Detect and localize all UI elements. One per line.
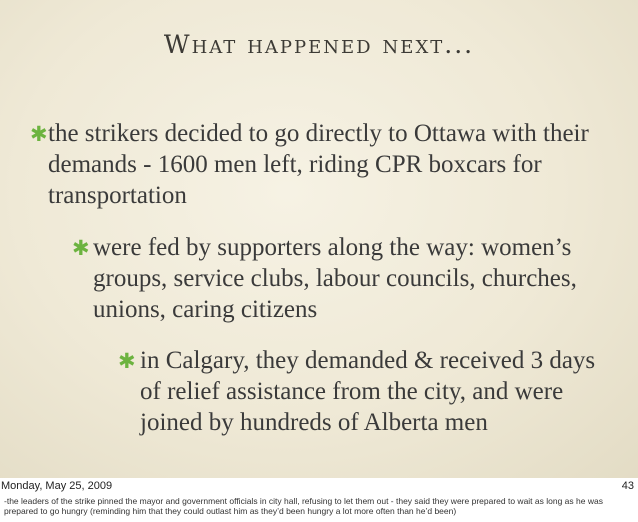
slide-date: Monday, May 25, 2009 xyxy=(1,480,113,492)
bullet-level-3: in Calgary, they demanded & received 3 days of relief assistance from the city, and were joined by hundreds of Alberta men xyxy=(140,347,596,436)
bullet-star-icon: ✱ xyxy=(30,122,48,146)
bullet-star-icon: ✱ xyxy=(72,236,90,260)
bullet-level-2: were fed by supporters along the way: women’s groups, service clubs, labour councils, churches, unions, caring citizens xyxy=(93,234,577,323)
speaker-notes: -the leaders of the strike pinned the mayor and government officials in city hall, refusing to let them out - they said they were prepared to wait as long as he was prepared to go hungry (reminding him that they could outlast him as they’d been hungry a lot more often than he’d been) xyxy=(4,496,603,516)
bullet-level-1: the strikers decided to go directly to Ottawa with their demands - 1600 men left, riding CPR boxcars for transportation xyxy=(48,120,589,209)
slide-title: What happened next... xyxy=(163,30,475,59)
presenter-footer xyxy=(0,478,638,522)
page-number: 43 xyxy=(621,480,634,492)
bullet-star-icon: ✱ xyxy=(118,349,136,373)
